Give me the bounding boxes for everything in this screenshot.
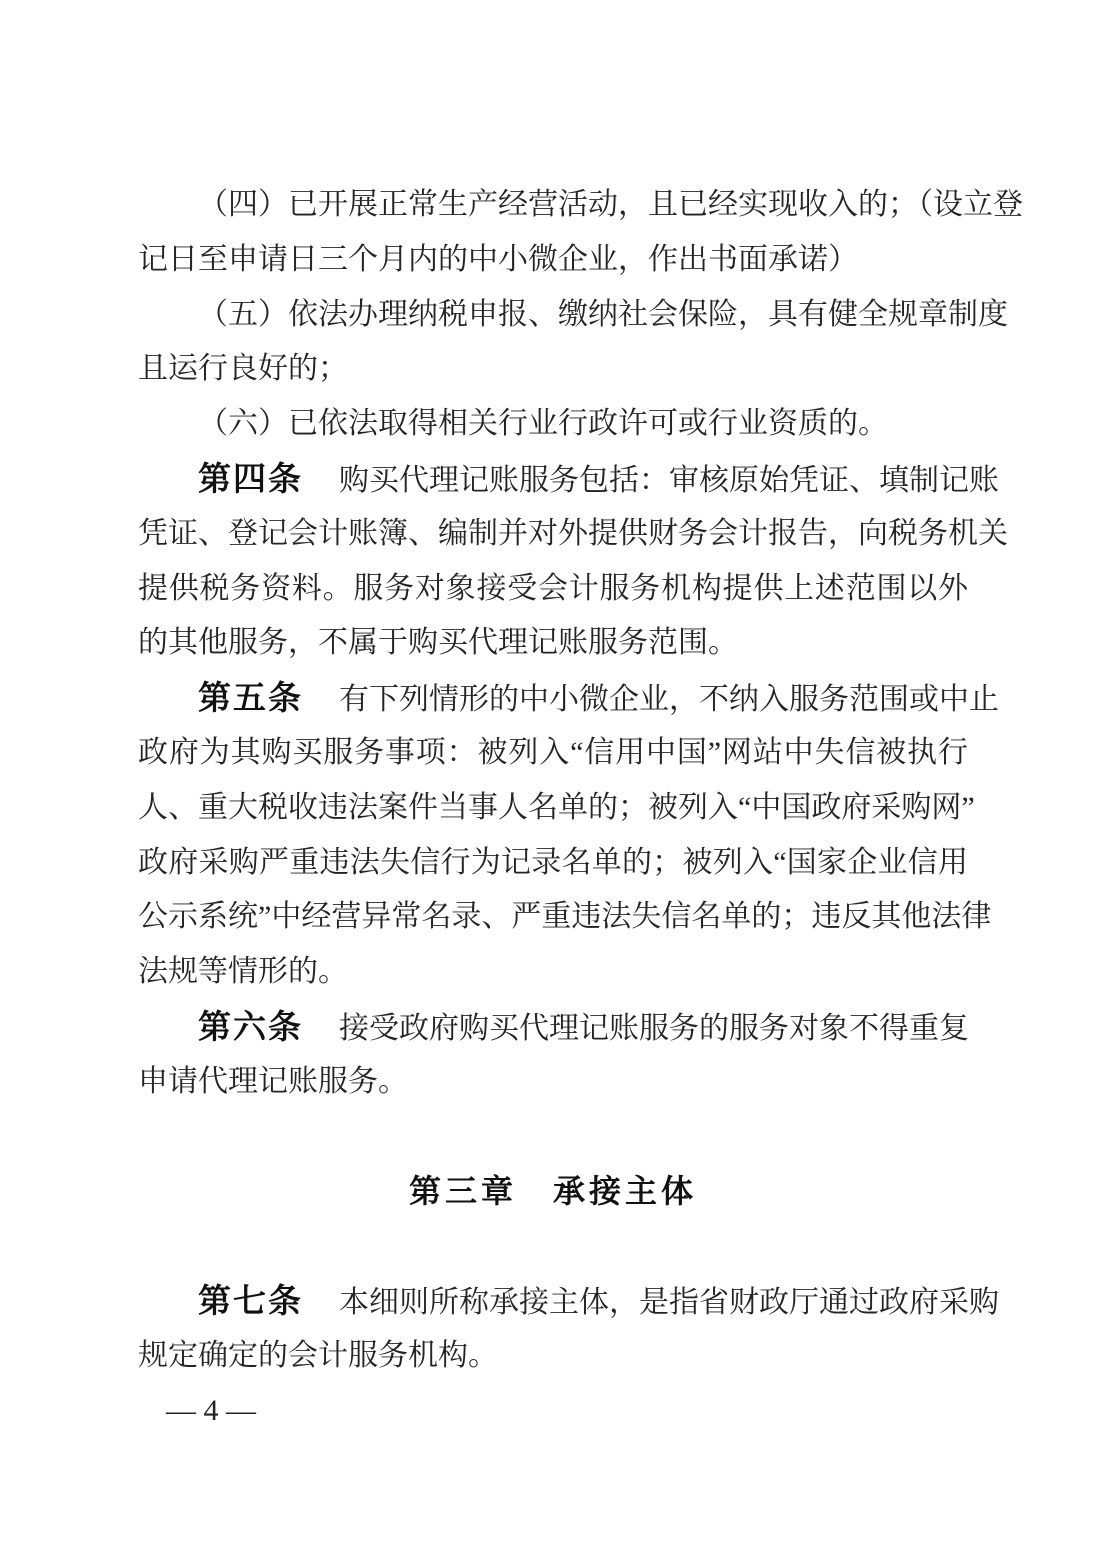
line-text: （六）已依法取得相关行业行政许可或行业资质的。: [198, 407, 888, 441]
line-text: （五）依法办理纳税申报、缴纳社会保险，具有健全规章制度: [198, 297, 1008, 331]
article-number: 第五条: [198, 679, 303, 717]
line-text: （四）已开展正常生产经营活动，且已经实现收入的；（设立登: [198, 188, 1023, 221]
line-text: 有下列情形的中小微企业，不纳入服务范围或中止: [339, 683, 999, 717]
text-line: [138, 1055, 968, 1110]
line-text: 本细则所称承接主体，是指省财政厅通过政府采购: [339, 1285, 999, 1319]
line-text: 公示系统”中经营异常名录、严重违法失信名单的；违反其他法律: [138, 900, 992, 934]
line-text: 政府为其购买服务事项：被列入“信用中国”网站中失信被执行: [138, 735, 968, 769]
text-line: [138, 726, 968, 781]
text-line: [138, 890, 992, 945]
text-line: [138, 288, 1008, 343]
line-text: 接受政府购买代理记账服务的服务对象不得重复: [339, 1011, 969, 1045]
article-number: 第四条: [198, 459, 303, 497]
text-line: [138, 1274, 999, 1329]
text-line: [138, 397, 968, 452]
line-text: 记日至申请日三个月内的中小微企业，作出书面承诺）: [138, 242, 858, 276]
line-text: 的其他服务，不属于购买代理记账服务范围。: [138, 626, 738, 660]
article-number: 第七条: [198, 1281, 303, 1319]
text-line: [138, 1000, 968, 1055]
text-line: [138, 671, 999, 726]
line-text: 规定确定的会计服务机构。: [138, 1338, 498, 1372]
line-text: 人、重大税收违法案件当事人名单的；被列入“中国政府采购网”: [138, 790, 975, 824]
text-line: [138, 507, 1008, 562]
text-line: [138, 945, 968, 1000]
text-line: [138, 452, 999, 507]
line-text: 提供税务资料。服务对象接受会计服务机构提供上述范围以外: [138, 571, 968, 605]
line-text: 凭证、登记会计账簿、编制并对外提供财务会计报告，向税务机关: [138, 516, 1008, 550]
line-text: 法规等情形的。: [138, 955, 348, 989]
page-number: — 4 —: [166, 1393, 256, 1427]
text-line: [138, 836, 968, 891]
line-text: 申请代理记账服务。: [138, 1064, 408, 1098]
document-content: [138, 178, 1023, 1438]
text-line: [138, 781, 975, 836]
line-text: 购买代理记账服务包括：审核原始凭证、填制记账: [339, 463, 999, 497]
chapter-heading: 第三章 承接主体: [408, 1173, 697, 1210]
text-line: [138, 562, 968, 617]
text-line: [138, 233, 968, 288]
text-line: [138, 1329, 968, 1384]
article-number: 第六条: [198, 1007, 303, 1045]
text-line: [138, 342, 968, 397]
line-text: 政府采购严重违法失信行为记录名单的；被列入“国家企业信用: [138, 845, 968, 879]
text-line: [138, 616, 968, 671]
line-text: 且运行良好的；: [138, 352, 348, 386]
text-line: [138, 178, 1023, 233]
